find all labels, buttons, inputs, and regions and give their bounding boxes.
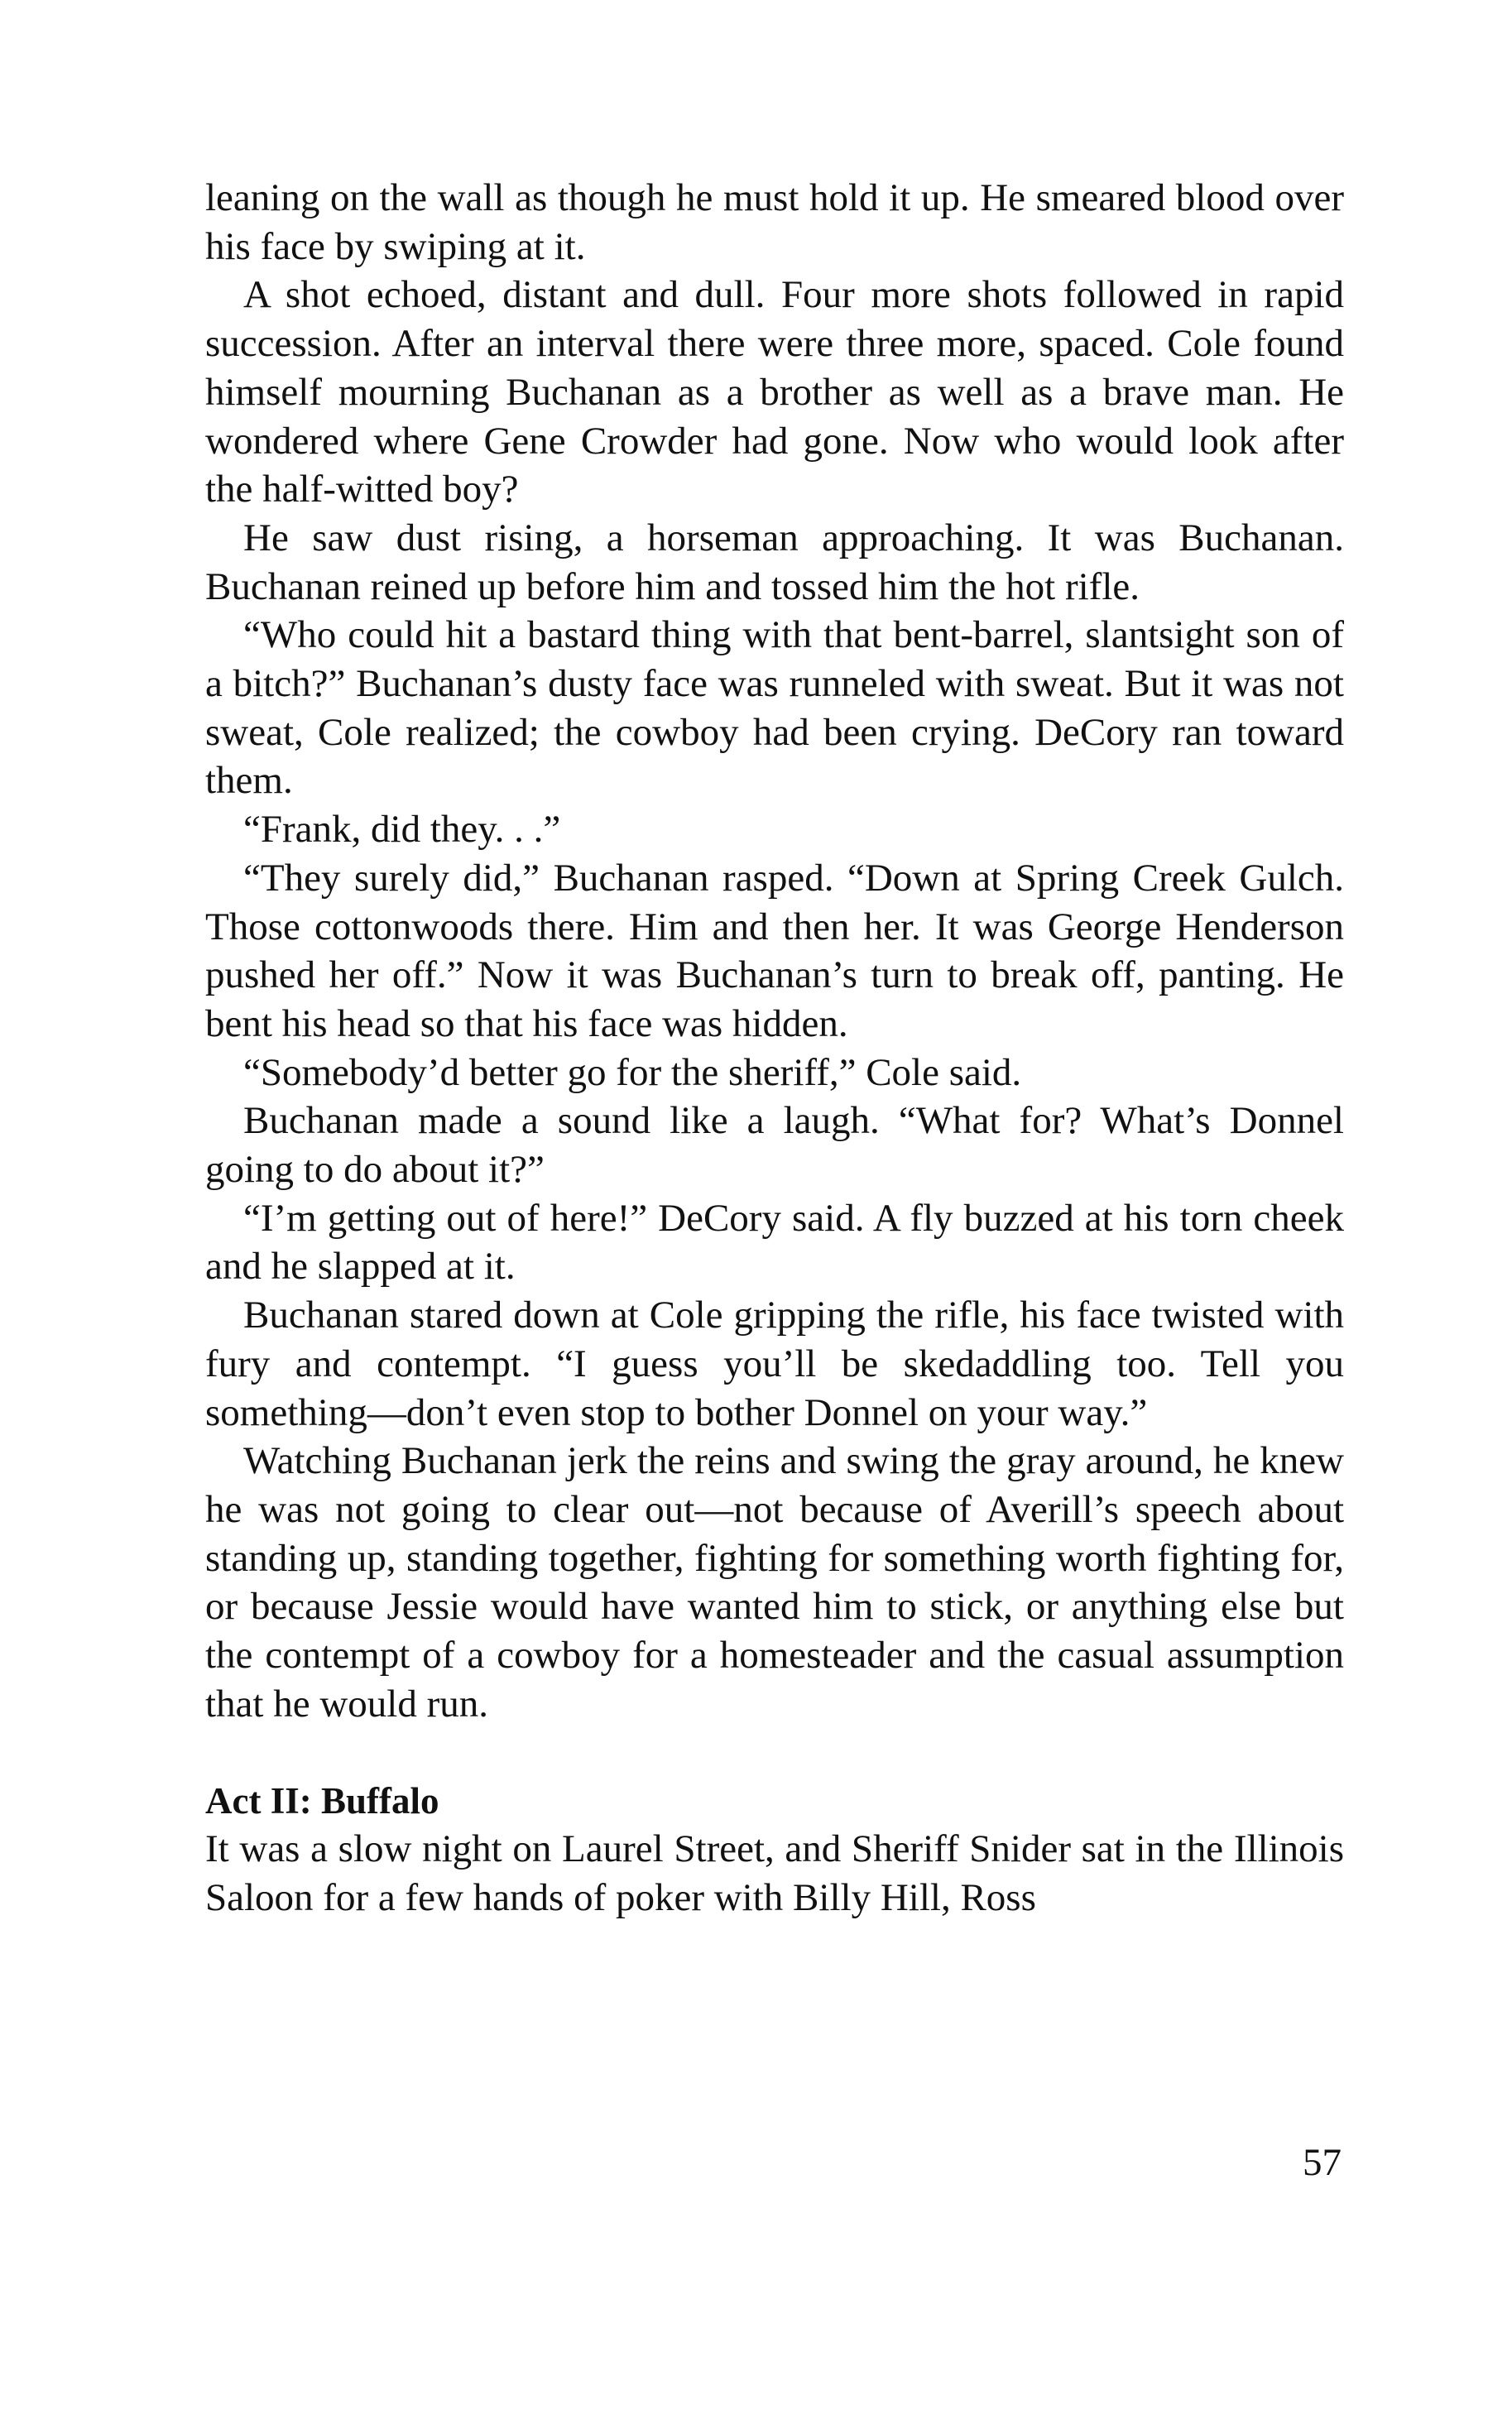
paragraph: He saw dust rising, a horseman approaching. It was Buchanan. Buchanan reined up before him and tossed him the hot rifle. bbox=[205, 516, 1344, 608]
section-heading: Act II: Buffalo bbox=[205, 1779, 439, 1822]
section-paragraph: It was a slow night on Laurel Street, and Sheriff Snider sat in the Illinois Saloon for a few hands of poker with Billy Hill, Ross bbox=[205, 1827, 1344, 1919]
page-number: 57 bbox=[1303, 2141, 1342, 2184]
paragraph: “I’m getting out of here!” DeCory said. A fly buzzed at his torn cheek and he slapped at it. bbox=[205, 1196, 1344, 1289]
book-page bbox=[205, 174, 1344, 1923]
paragraph: Buchanan made a sound like a laugh. “What for? What’s Donnel going to do about it?” bbox=[205, 1099, 1344, 1192]
paragraph: A shot echoed, distant and dull. Four more shots followed in rapid succession. After an interval there were three more, spaced. Cole found himself mourning Buchanan as a brother as well as a brave man. He wondered where Gene Crowder had gone. Now who would look after the half-witted boy? bbox=[205, 273, 1344, 511]
paragraph: leaning on the wall as though he must hold it up. He smeared blood over his face by swiping at it. bbox=[205, 176, 1344, 268]
paragraph: “They surely did,” Buchanan rasped. “Down at Spring Creek Gulch. Those cottonwoods there. Him and then her. It was George Henderson pushed her off.” Now it was Buchanan’s turn to break off, panting. He bent his head so that his face was hidden. bbox=[205, 856, 1344, 1045]
paragraph: Watching Buchanan jerk the reins and swing the gray around, he knew he was not going to clear out—not because of Averill’s speech about standing up, standing together, fighting for something worth fighting for, or because Jessie would have wanted him to stick, or anything else but the contempt of a cowboy for a homesteader and the casual assumption that he would run. bbox=[205, 1439, 1344, 1726]
paragraph: “Who could hit a bastard thing with that bent-barrel, slantsight son of a bitch?” Buchanan’s dusty face was runneled with sweat. But it was not sweat, Cole realized; the cowboy had been crying. DeCory ran toward them. bbox=[205, 613, 1344, 803]
paragraph: “Somebody’d better go for the sheriff,” Cole said. bbox=[243, 1050, 1022, 1094]
paragraph: Buchanan stared down at Cole gripping the rifle, his face twisted with fury and contempt. “I guess you’ll be skedaddling too. Tell you something—don’t even stop to bother Donnel on your way.” bbox=[205, 1294, 1344, 1434]
paragraph: “Frank, did they. . .” bbox=[243, 808, 561, 852]
section-spacer bbox=[205, 1729, 1344, 1777]
